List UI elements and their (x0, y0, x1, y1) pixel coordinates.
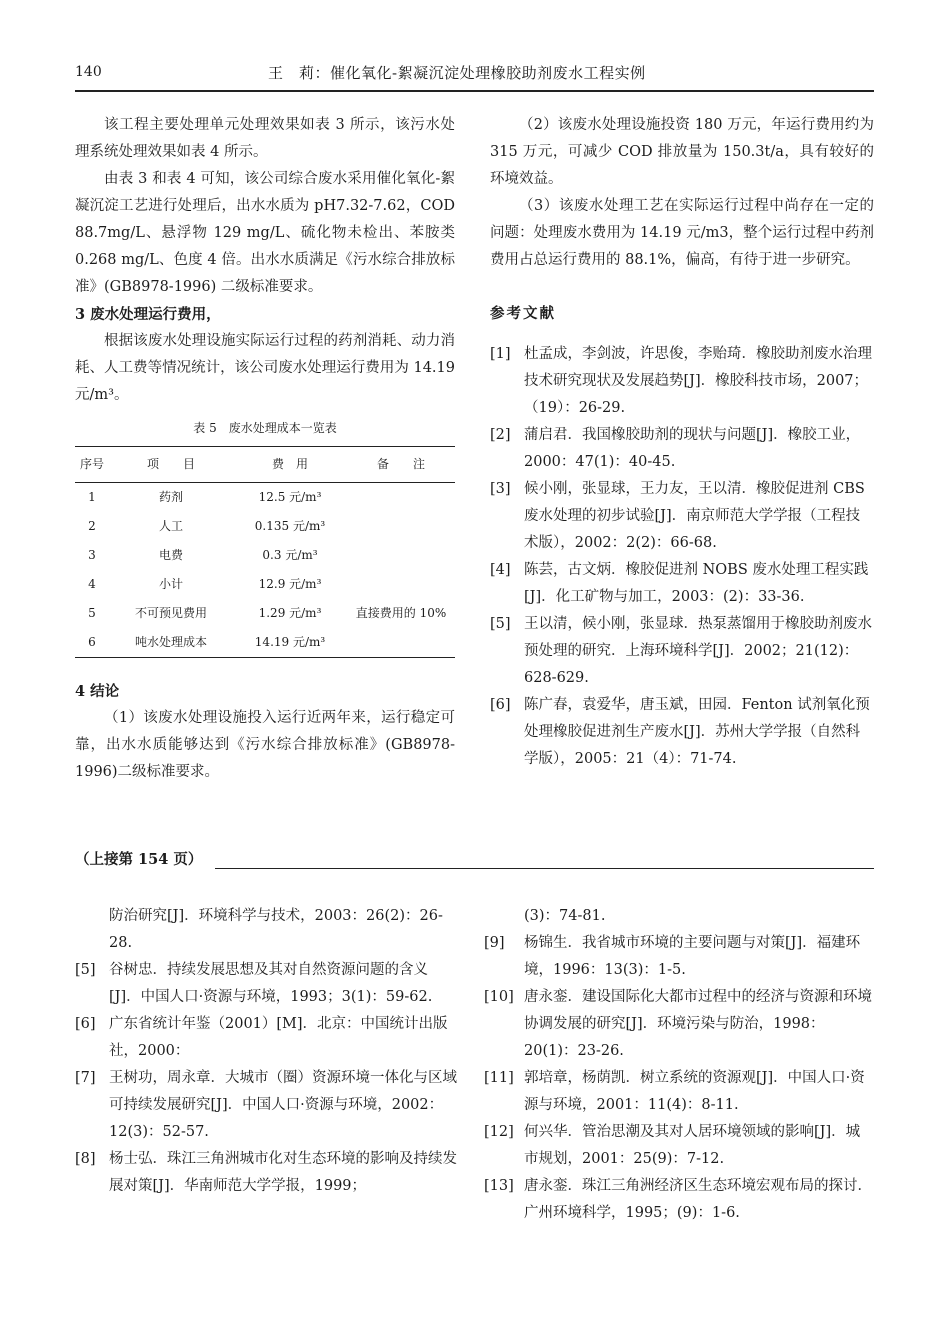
reference-number: [3] (490, 481, 511, 497)
cell-note (347, 628, 455, 658)
table-row (75, 541, 455, 570)
reference-number: [2] (490, 427, 511, 443)
th-index: 序号 (75, 447, 109, 483)
cell-index: 3 (88, 548, 96, 562)
cell-note (347, 483, 455, 513)
reference-item (490, 341, 874, 422)
reference-number: [13] (484, 1178, 514, 1194)
cell-note: 直接费用的 10% (355, 606, 447, 620)
reference-number: [7] (75, 1070, 96, 1086)
cell-item: 不可预见费用 (134, 606, 207, 620)
reference-item (75, 957, 457, 1011)
reference-number: [12] (484, 1124, 514, 1140)
reference-text: 广东省统计年鉴（2001）[M]．北京：中国统计出版社，2000： (109, 1016, 448, 1059)
reference-item (484, 1119, 874, 1173)
reference-item (484, 903, 874, 930)
reference-text: 蒲启君．我国橡胶助剂的现状与问题[J]．橡胶工业，2000：47(1)：40-45. (524, 427, 861, 470)
reference-text: 何兴华．管治思潮及其对人居环境领域的影响[J]．城市规划，2001：25(9)：7-12. (524, 1124, 861, 1167)
paragraph-conclusion-2: （2）该废水处理设施投资 180 万元，年运行费用约为 315 万元，可减少 COD 排放量为 150.3t/a，具有较好的环境效益。 (490, 117, 874, 187)
paragraph-results: 由表 3 和表 4 可知，该公司综合废水采用催化氧化-絮凝沉淀工艺进行处理后，出水水质为 pH7.32-7.62，COD 88.7mg/L、悬浮物 129 mg/L、硫化物未检出、苯胺类 0.268 mg/L、色度 4 倍。出水水质满足《污水综合排放标准》(GB8978-1996) 二级标准要求。 (75, 171, 455, 295)
table-header-row (75, 447, 455, 483)
header-rule (75, 90, 874, 92)
reference-text: 防治研究[J]．环境科学与技术，2003：26(2)：26-28. (109, 908, 443, 951)
continuation-reference-list-right (484, 903, 874, 1227)
reference-item (490, 692, 874, 773)
reference-text: 候小刚，张显球，王力友，王以清．橡胶促进剂 CBS 废水处理的初步试验[J]．南京师范大学学报（工程技术版），2002：2(2)：66-68. (524, 481, 865, 551)
cell-index: 6 (75, 628, 109, 658)
cell-cost: 0.3 元/m³ (262, 548, 318, 562)
cell-item: 药剂 (158, 490, 183, 504)
reference-item (484, 1173, 874, 1227)
reference-number: [9] (484, 935, 505, 951)
reference-text: 郭培章，杨荫凯．树立系统的资源观[J]．中国人口·资源与环境，2001：11(4)：8-11. (524, 1070, 865, 1113)
page-number: 140 (75, 64, 102, 80)
cell-index: 1 (88, 490, 96, 504)
table-row (75, 483, 455, 513)
reference-text: 唐永銮．建设国际化大都市过程中的经济与资源和环境协调发展的研究[J]．环境污染与防治，1998：20(1)：23-26. (524, 989, 872, 1059)
continuation-rule (215, 868, 874, 869)
reference-text: 杜孟成，李剑波，许思俊，李贻琦．橡胶助剂废水治理技术研究现状及发展趋势[J]．橡胶科技市场，2007；（19）：26-29. (524, 346, 872, 416)
reference-item (490, 557, 874, 611)
paragraph-cost: 根据该废水处理设施实际运行过程的药剂消耗、动力消耗、人工费等情况统计，该公司废水处理运行费用为 14.19 元/m³。 (75, 333, 455, 403)
reference-item (75, 1011, 457, 1065)
reference-text: 杨锦生．我省城市环境的主要问题与对策[J]．福建环境，1996：13(3)：1-5. (524, 935, 861, 978)
reference-text: 唐永銮．珠江三角洲经济区生态环境宏观布局的探讨．广州环境科学，1995；(9)：1-6. (524, 1178, 872, 1221)
table-row (75, 628, 455, 658)
section-4-heading: 4 结论 (75, 683, 120, 700)
cell-index: 2 (88, 519, 96, 533)
continuation-reference-list-left (75, 903, 457, 1200)
cell-note (347, 512, 455, 541)
cell-cost: 14.19 元/m³ (233, 628, 347, 658)
cell-note (347, 570, 455, 599)
reference-number: [8] (75, 1151, 96, 1167)
reference-text: 陈广春，袁爱华，唐玉斌，田园．Fenton 试剂氧化预处理橡胶促进剂生产废水[J]．苏州大学学报（自然科学版），2005：21（4）：71-74. (524, 697, 870, 767)
cell-index: 5 (88, 606, 96, 620)
continuation-left-column (75, 903, 457, 1200)
reference-item (75, 903, 457, 957)
cell-item: 电费 (158, 548, 183, 562)
reference-text: 王以清，候小刚，张显球．热泵蒸馏用于橡胶助剂废水预处理的研究．上海环境科学[J]．2002；21(12)：628-629. (524, 616, 872, 686)
table-row (75, 570, 455, 599)
left-column (75, 112, 455, 786)
reference-item (490, 422, 874, 476)
reference-item (484, 1065, 874, 1119)
table-row (75, 599, 455, 628)
reference-number: [6] (490, 697, 511, 713)
cell-cost: 12.5 元/m³ (258, 490, 322, 504)
reference-number: [6] (75, 1016, 96, 1032)
reference-item (75, 1065, 457, 1146)
reference-text: 王树功，周永章．大城市（圈）资源环境一体化与区域可持续发展研究[J]．中国人口·资源与环境，2002：12(3)：52-57. (109, 1070, 457, 1140)
references-title: 参考文献 (490, 305, 556, 322)
reference-number: [5] (490, 616, 511, 632)
running-title: 王 莉：催化氧化-絮凝沉淀处理橡胶助剂废水工程实例 (268, 64, 646, 82)
cell-item: 吨水处理成本 (109, 628, 233, 658)
right-column (490, 112, 874, 773)
reference-number: [11] (484, 1070, 514, 1086)
cell-item: 小计 (158, 577, 183, 591)
th-note: 备 注 (347, 447, 455, 483)
table-row (75, 512, 455, 541)
reference-text: 杨士弘．珠江三角洲城市化对生态环境的影响及持续发展对策[J]．华南师范大学学报，1999； (109, 1151, 457, 1194)
cell-cost: 1.29 元/m³ (258, 606, 322, 620)
section-3-heading: 3 废水处理运行费用， (75, 306, 221, 323)
continuation-label: （上接第 154 页） (75, 851, 203, 868)
cell-index: 4 (88, 577, 96, 591)
reference-item (490, 611, 874, 692)
reference-text: 谷树忠．持续发展思想及其对自然资源问题的含义[J]．中国人口·资源与环境，1993；3(1)：59-62. (109, 962, 433, 1005)
reference-number: [1] (490, 346, 511, 362)
reference-text: 陈芸，古文炳．橡胶促进剂 NOBS 废水处理工程实践[J]．化工矿物与加工，2003：(2)：33-36. (524, 562, 869, 605)
cell-note (347, 541, 455, 570)
cell-item: 人工 (158, 519, 183, 533)
th-cost: 费 用 (233, 447, 347, 483)
cell-cost: 12.9 元/m³ (258, 577, 322, 591)
reference-number: [4] (490, 562, 511, 578)
reference-text: (3)：74-81. (524, 908, 606, 924)
paragraph-effects: 该工程主要处理单元处理效果如表 3 所示，该污水处理系统处理效果如表 4 所示。 (75, 117, 455, 160)
reference-item (490, 476, 874, 557)
reference-number: [5] (75, 962, 96, 978)
paragraph-conclusion-1: （1）该废水处理设施投入运行近两年来，运行稳定可靠，出水水质能够达到《污水综合排放标准》(GB8978-1996)二级标准要求。 (75, 710, 455, 780)
reference-list (490, 341, 874, 773)
paragraph-conclusion-3: （3）该废水处理工艺在实际运行过程中尚存在一定的问题：处理废水费用为 14.19 元/m3，整个运行过程中药剂费用占总运行费用的 88.1%，偏高，有待于进一步研究。 (490, 198, 874, 268)
cell-cost: 0.135 元/m³ (254, 519, 326, 533)
reference-number: [10] (484, 989, 514, 1005)
cost-table (75, 446, 455, 658)
reference-item (484, 930, 874, 984)
table-caption: 表 5 废水处理成本一览表 (193, 421, 337, 435)
reference-item (75, 1146, 457, 1200)
th-item: 项 目 (109, 447, 233, 483)
continuation-right-column (484, 903, 874, 1227)
reference-item (484, 984, 874, 1065)
